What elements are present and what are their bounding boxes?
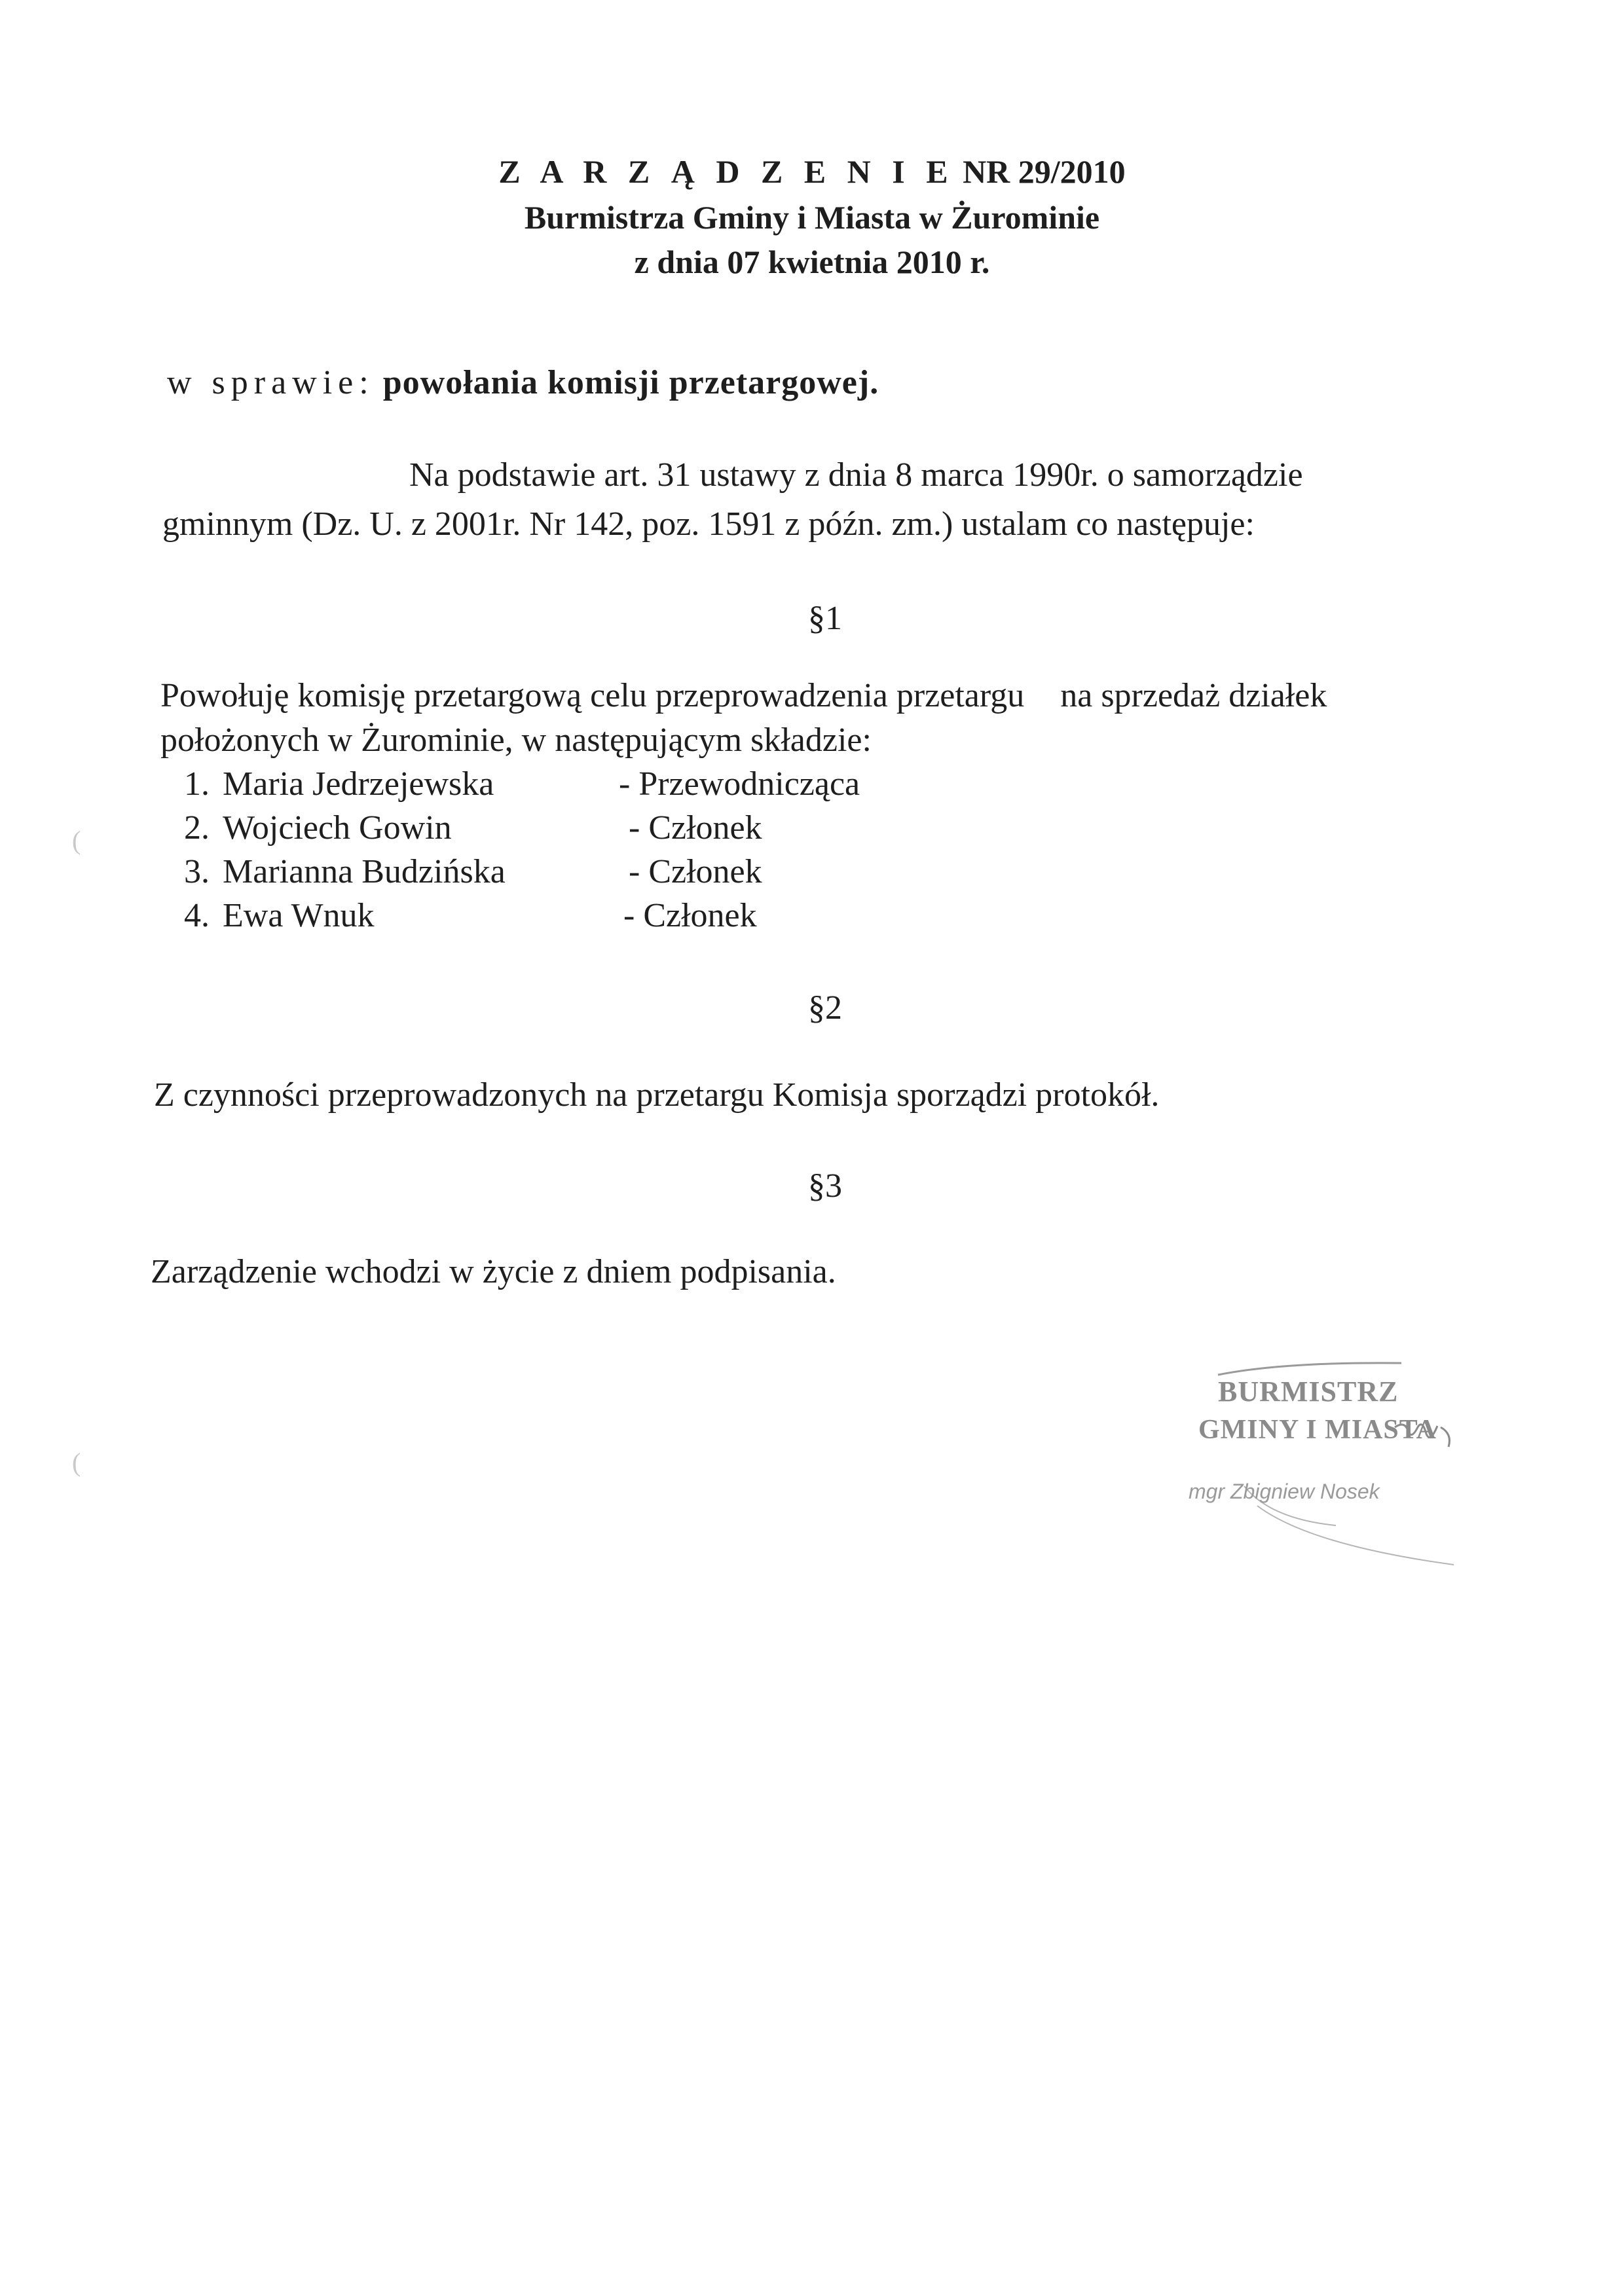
effect-paragraph: Zarządzenie wchodzi w życie z dniem podpisania. xyxy=(151,1253,836,1290)
title-number: NR 29/2010 xyxy=(963,153,1126,190)
section-2-heading: §2 xyxy=(808,989,842,1027)
member-role: - Członek xyxy=(623,897,757,934)
signatory-name: mgr Zbigniew Nosek xyxy=(1189,1480,1380,1503)
member-number: 1. xyxy=(184,765,210,803)
stamp-title: BURMISTRZ xyxy=(1218,1376,1399,1408)
document-title xyxy=(0,152,1624,191)
member-name: Wojciech Gowin xyxy=(223,809,452,847)
appointment-text-a: Powołuję komisję przetargową celu przeprowadzenia przetargu xyxy=(160,677,1025,714)
legal-basis-line-1: Na podstawie art. 31 ustawy z dnia 8 marca 1990r. o samorządzie xyxy=(409,456,1303,494)
title-word: Z A R Z Ą D Z E N I E xyxy=(498,153,955,190)
member-name: Ewa Wnuk xyxy=(223,897,375,934)
member-name: Maria Jedrzejewska xyxy=(223,765,494,803)
member-name: Marianna Budzińska xyxy=(223,853,506,890)
member-role: - Przewodnicząca xyxy=(619,765,860,803)
member-number: 2. xyxy=(184,809,210,847)
appointment-text-b: na sprzedaż działek xyxy=(1060,677,1327,714)
subject-line xyxy=(167,363,879,402)
section-3-heading: §3 xyxy=(808,1167,842,1205)
document-date: z dnia 07 kwietnia 2010 r. xyxy=(634,244,990,280)
appointment-line-2: położonych w Żurominie, w następującym składzie: xyxy=(160,721,872,759)
protocol-paragraph: Z czynności przeprowadzonych na przetargu Komisja sporządzi protokół. xyxy=(154,1076,1160,1114)
official-stamp xyxy=(1179,1349,1493,1584)
subject-value: powołania komisji przetargowej. xyxy=(382,364,879,401)
member-role: - Członek xyxy=(629,809,762,847)
stamp-subtitle: GMINY I MIASTA xyxy=(1198,1415,1437,1445)
section-1-heading: §1 xyxy=(808,600,842,637)
member-number: 3. xyxy=(184,853,210,890)
appointment-line-1 xyxy=(160,674,1327,718)
document-issuer: Burmistrza Gminy i Miasta w Żurominie xyxy=(524,199,1100,236)
member-number: 4. xyxy=(184,897,210,934)
subject-label: w sprawie: xyxy=(167,364,375,401)
member-role: - Członek xyxy=(629,853,762,890)
legal-basis-line-2: gminnym (Dz. U. z 2001r. Nr 142, poz. 1591 z późn. zm.) ustalam co następuje: xyxy=(162,505,1255,543)
scan-mark-icon: ( xyxy=(72,826,81,855)
scan-mark-icon: ( xyxy=(72,1448,81,1477)
